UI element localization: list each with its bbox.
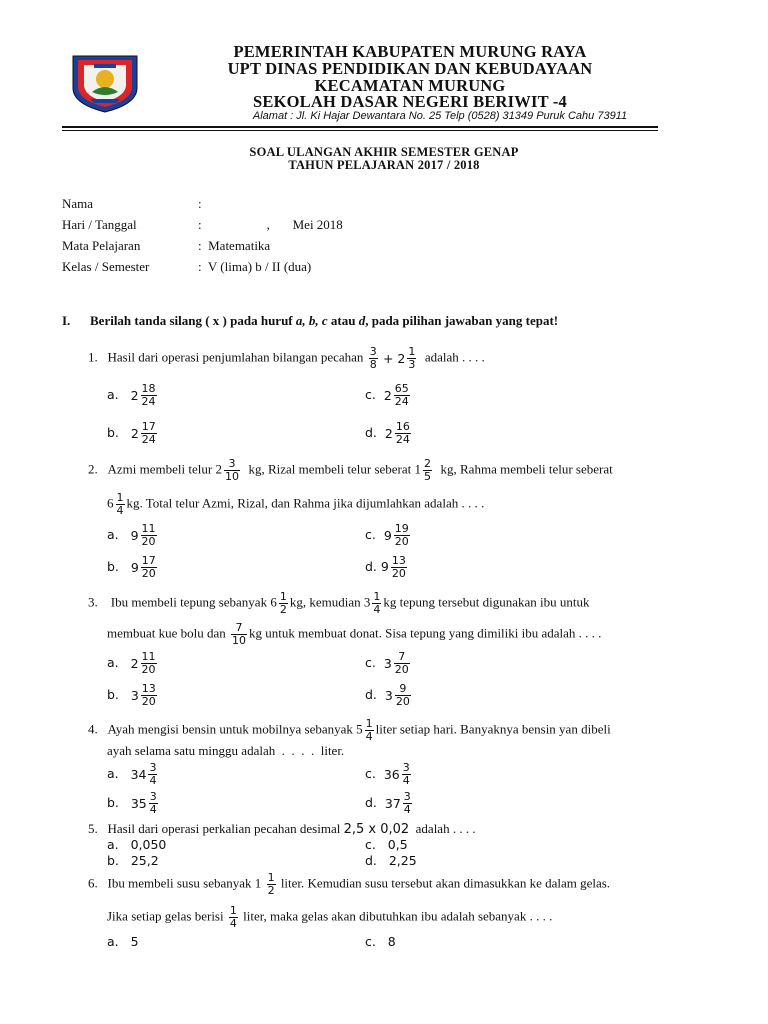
q4-option-d: d. 37 $\frac{3}{4}$ bbox=[365, 790, 411, 816]
fraction: $\frac{1}{3}$ bbox=[408, 345, 416, 371]
header-school: SEKOLAH DASAR NEGERI BERIWIT -4 bbox=[253, 92, 567, 111]
q5-option-d: d. 2,25 bbox=[365, 853, 417, 868]
fraction: $\frac{3}{8}$ bbox=[369, 345, 377, 371]
value-mapel: : Matematika bbox=[198, 238, 271, 253]
q3-option-d: d. 3 $\frac{9}{20}$ bbox=[365, 682, 410, 708]
section-instruction: Berilah tanda silang ( x ) pada huruf a, b, c atau d, pada pilihan jawaban yang tepat! bbox=[90, 313, 559, 328]
exam-title: SOAL ULANGAN AKHIR SEMESTER GENAP bbox=[249, 145, 519, 159]
question-6-cont: Jika setiap gelas berisi $\frac{1}{4}$ liter, maka gelas akan dibutuhkan ibu adalah sebanyak . . . . bbox=[107, 904, 553, 930]
q6-option-c: c. 8 bbox=[365, 934, 396, 949]
label-nama: Nama bbox=[62, 196, 94, 211]
q4-option-a: a. 34 $\frac{3}{4}$ bbox=[107, 761, 157, 787]
q5-option-b: b. 25,2 bbox=[107, 853, 159, 868]
question-3: 3. Ibu membeli tepung sebanyak 6 $\frac{1}{2}$ kg, kemudian 3 $\frac{1}{4}$ kg tepung tersebut digunakan ibu untuk bbox=[88, 590, 590, 616]
q2-option-c: c. 9 $\frac{19}{20}$ bbox=[365, 522, 409, 548]
q1-option-b: b. 2 $\frac{17}{24}$ bbox=[107, 420, 156, 446]
header-district: KECAMATAN MURUNG bbox=[314, 76, 506, 95]
school-address: Alamat : Jl. Ki Hajar Dewantara No. 25 Telp (0528) 31349 Puruk Cahu 73911 bbox=[252, 110, 628, 122]
question-4: 4. Ayah mengisi bensin untuk mobilnya sebanyak 5 $\frac{1}{4}$ liter setiap hari. Banyaknya bensin yan dibeli bbox=[88, 717, 611, 743]
question-4-cont: ayah selama satu minggu adalah . . . . liter. bbox=[107, 743, 345, 758]
header-rule-thin bbox=[62, 130, 658, 131]
label-kelas: Kelas / Semester bbox=[62, 259, 150, 274]
label-hari: Hari / Tanggal bbox=[62, 217, 137, 232]
q2-option-b: b. 9 $\frac{17}{20}$ bbox=[107, 554, 156, 580]
header-department: UPT DINAS PENDIDIKAN DAN KEBUDAYAAN bbox=[227, 59, 593, 78]
value-hari: : , Mei 2018 bbox=[198, 217, 343, 232]
q3-option-c: c. 3 $\frac{7}{20}$ bbox=[365, 650, 409, 676]
q3-option-a: a. 2 $\frac{11}{20}$ bbox=[107, 650, 156, 676]
q1-option-c: c. 2 $\frac{65}{24}$ bbox=[365, 382, 409, 408]
q2-option-a: a. 9 $\frac{11}{20}$ bbox=[107, 522, 156, 548]
question-1: 1. Hasil dari operasi penjumlahan bilangan pecahan $\frac{3}{8}$ + 2 $\frac{1}{3}$ adalah . . . . bbox=[88, 345, 485, 371]
q5-option-c: c. 0,5 bbox=[365, 837, 408, 852]
exam-year: TAHUN PELAJARAN 2017 / 2018 bbox=[288, 158, 480, 172]
header-government: PEMERINTAH KABUPATEN MURUNG RAYA bbox=[233, 42, 587, 61]
value-kelas: : V (lima) b / II (dua) bbox=[198, 259, 312, 274]
district-logo bbox=[70, 52, 140, 114]
header-rule-thick bbox=[62, 126, 658, 128]
q3-option-b: b. 3 $\frac{13}{20}$ bbox=[107, 682, 156, 708]
value-nama: : bbox=[198, 196, 202, 211]
q6-option-a: a. 5 bbox=[107, 934, 139, 949]
label-mapel: Mata Pelajaran bbox=[62, 238, 141, 253]
question-2-cont: 6 $\frac{1}{4}$ kg. Total telur Azmi, Rizal, dan Rahma jika dijumlahkan adalah . . . . bbox=[107, 491, 485, 517]
q1-option-a: a. 2 $\frac{18}{24}$ bbox=[107, 382, 156, 408]
q4-option-b: b. 35 $\frac{3}{4}$ bbox=[107, 790, 157, 816]
q5-option-a: a. 0,050 bbox=[107, 837, 167, 852]
question-2: 2. Azmi membeli telur 2 $\frac{3}{10}$ kg, Rizal membeli telur seberat 1 $\frac{2}{5}$ kg, Rahma membeli telur seberat bbox=[88, 457, 613, 483]
q1-option-d: d. 2 $\frac{16}{24}$ bbox=[365, 420, 410, 446]
question-3-cont: membuat kue bolu dan $\frac{7}{10}$ kg untuk membuat donat. Sisa tepung yang dimiliki ibu adalah . . . . bbox=[107, 621, 602, 647]
q4-option-c: c. 36 $\frac{3}{4}$ bbox=[365, 761, 410, 787]
q2-option-d: d. 9 $\frac{13}{20}$ bbox=[365, 554, 406, 580]
section-number: I. bbox=[62, 313, 71, 328]
question-6: 6. Ibu membeli susu sebanyak 1 $\frac{1}{2}$ liter. Kemudian susu tersebut akan dimasukkan ke dalam gelas. bbox=[88, 871, 611, 897]
question-5: 5. Hasil dari operasi perkalian pecahan desimal 2,5 x 0,02 adalah . . . . bbox=[88, 821, 476, 837]
